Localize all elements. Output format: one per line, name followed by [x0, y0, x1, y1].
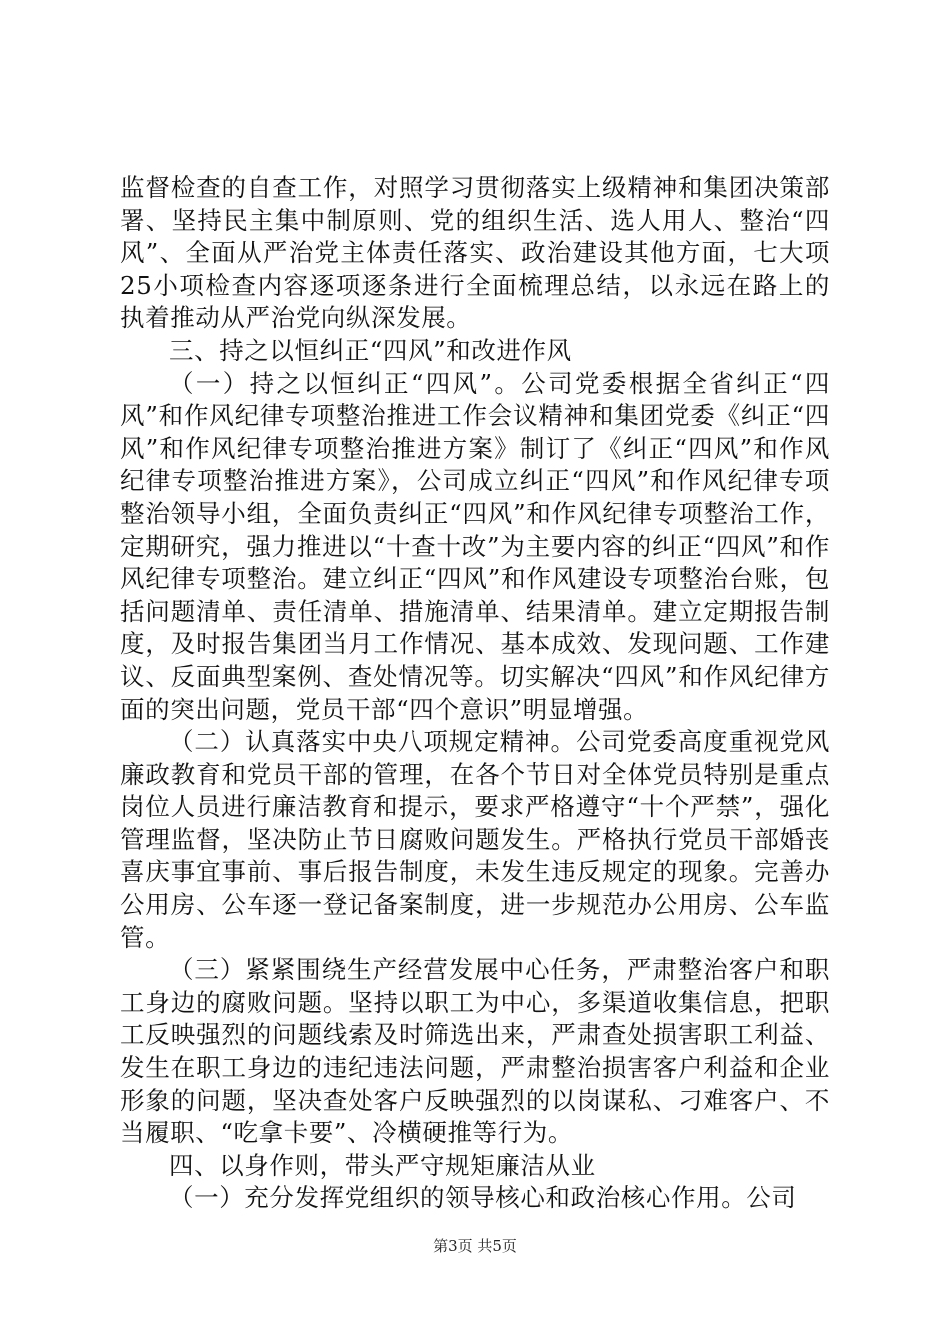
- paragraph-party-leadership: （一）充分发挥党组织的领导核心和政治核心作用。公司: [169, 1183, 797, 1213]
- paragraph-four-winds: （一）持之以恒纠正“四风”。公司党委根据全省纠正“四风”和作风纪律专项整治推进工作会议精神和集团党委《纠正“四风”和作风纪律专项整治推进方案》制订了《纠正“四风”和作风纪律专项整治推进方案》，公司成立纠正“四风”和作风纪律专项整治领导小组，全面负责纠正“四风”和作风纪律专项整治工作，定期研究，强力推进以“十查十改”为主要内容的纠正“四风”和作风纪律专项整治。建立纠正“四风”和作风建设专项整治台账，包括问题清单、责任清单、措施清单、结果清单。建立定期报告制度，及时报告集团当月工作情况、基本成效、发现问题、工作建议、反面典型案例、查处情况等。切实解决“四风”和作风纪律方面的突出问题，党员干部“四个意识”明显增强。: [120, 368, 830, 724]
- section-heading-three: 三、持之以恒纠正“四风”和改进作风: [169, 335, 572, 365]
- document-body: [120, 172, 830, 1215]
- paragraph-customer-corruption: （三）紧紧围绕生产经营发展中心任务，严肃整治客户和职工身边的腐败问题。坚持以职工为中心，多渠道收集信息，把职工反映强烈的问题线索及时筛选出来，严肃查处损害职工利益、发生在职工身边的违纪违法问题，严肃整治损害客户利益和企业形象的问题，坚决查处客户反映强烈的以岗谋私、刁难客户、不当履职、“吃拿卡要”、冷横硬推等行为。: [120, 955, 830, 1148]
- paragraph-eight-rules: （二）认真落实中央八项规定精神。公司党委高度重视党风廉政教育和党员干部的管理，在各个节日对全体党员特别是重点岗位人员进行廉洁教育和提示，要求严格遵守“十个严禁”，强化管理监督，坚决防止节日腐败问题发生。严格执行党员干部婚丧喜庆事宜事前、事后报告制度，未发生违反规定的现象。完善办公用房、公车逐一登记备案制度，进一步规范办公用房、公车监管。: [120, 727, 830, 952]
- paragraph-supervision-self-check: 监督检查的自查工作，对照学习贯彻落实上级精神和集团决策部署、坚持民主集中制原则、党的组织生活、选人用人、整治“四风”、全面从严治党主体责任落实、政治建设其他方面，七大项25小项检查内容逐项逐条进行全面梳理总结，以永远在路上的执着推动从严治党向纵深发展。: [120, 173, 830, 333]
- page-footer: 第3页 共5页: [433, 1237, 517, 1255]
- section-heading-four: 四、以身作则，带头严守规矩廉洁从业: [169, 1150, 596, 1180]
